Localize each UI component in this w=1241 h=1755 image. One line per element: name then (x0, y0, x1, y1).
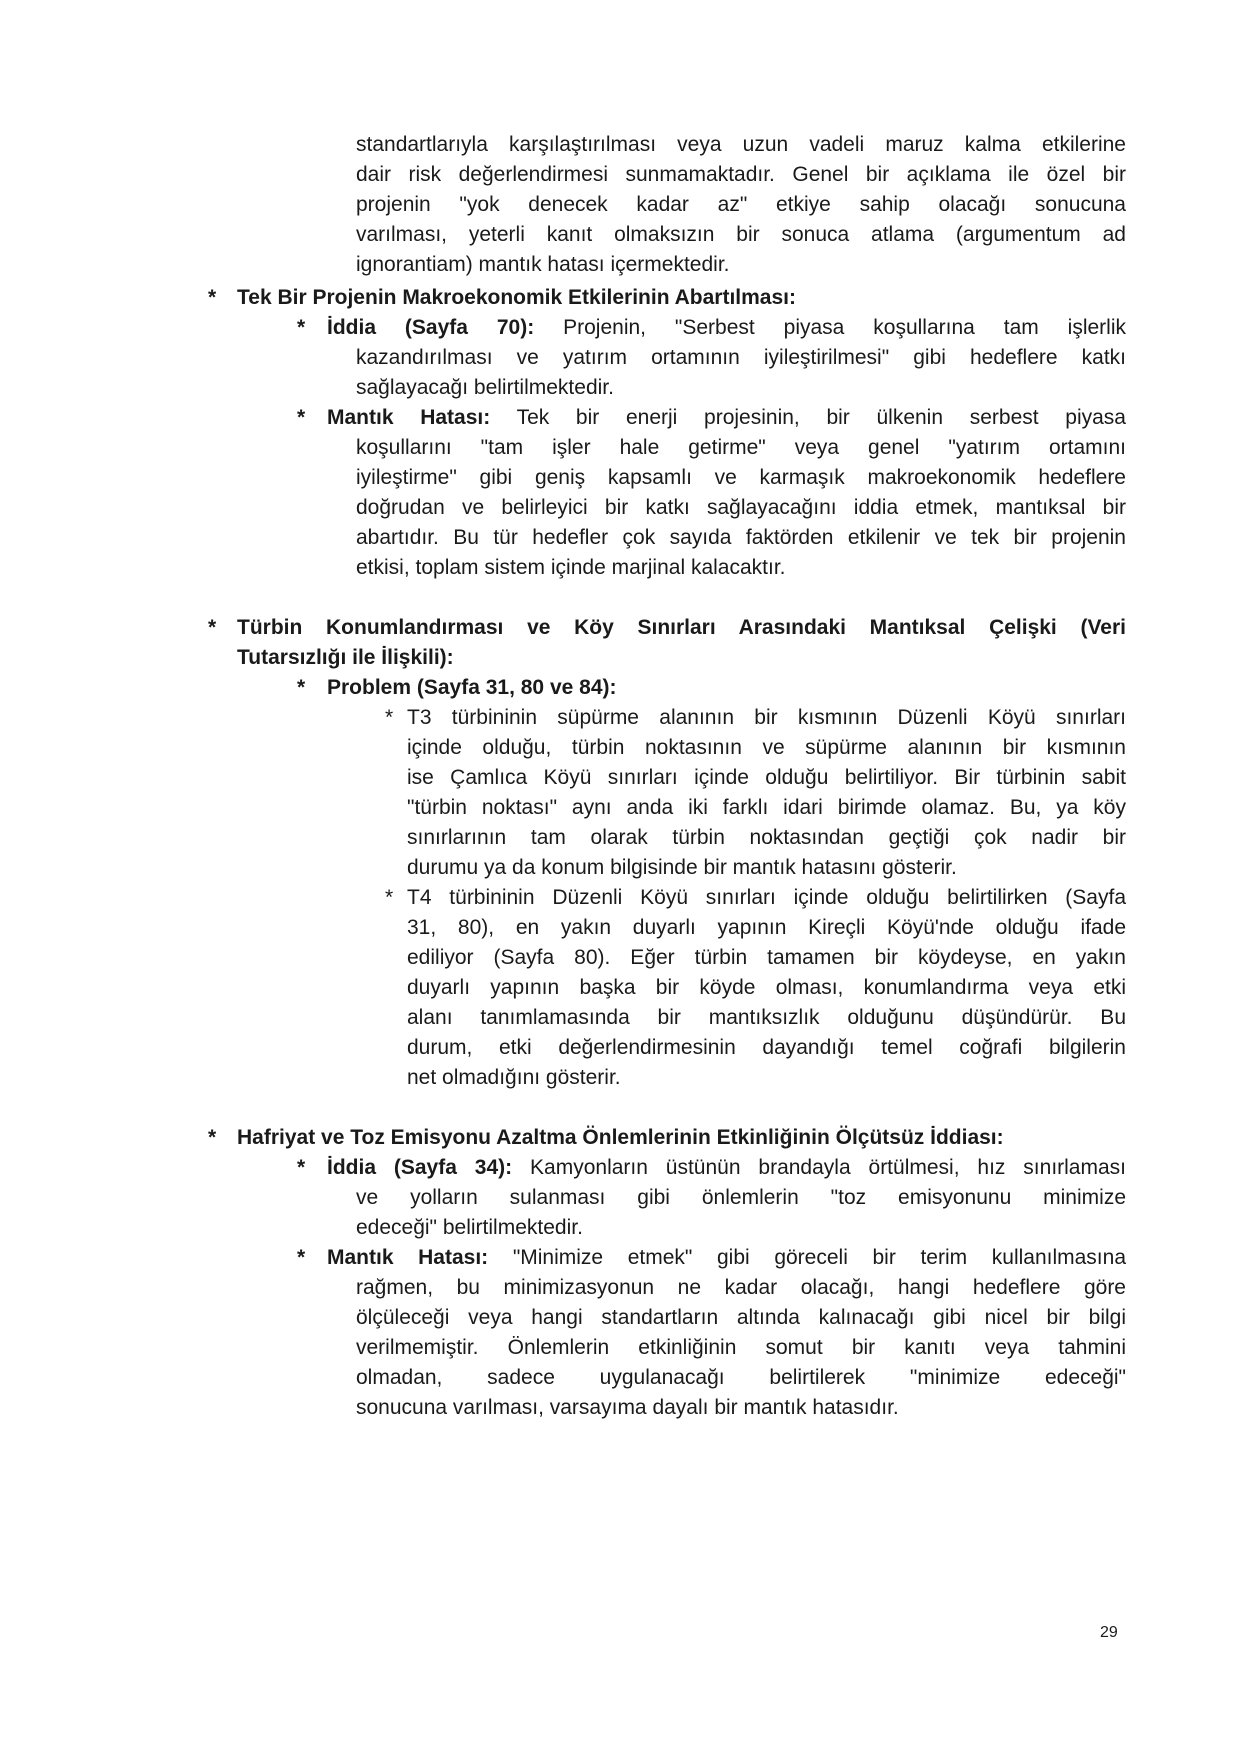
item-fallacy (327, 1243, 1126, 1273)
text-line: net olmadığını gösterir. (407, 1066, 621, 1089)
text-line: ölçüleceği veya hangi standartların altında kalınacağı gibi nicel bir bilgi (356, 1306, 1126, 1329)
text-line: sınırlarının tam olarak türbin noktasından geçtiği çok nadir bir (407, 826, 1126, 849)
section-heading: Hafriyat ve Toz Emisyonu Azaltma Önlemlerinin Etkinliğinin Ölçütsüz İddiası: (237, 1126, 1004, 1149)
text-line: alanı tanımlamasında bir mantıksızlık olduğunu düşündürür. Bu (407, 1006, 1126, 1029)
item-label: İddia (Sayfa 70): (327, 316, 535, 339)
text-line: sonucuna varılması, varsayıma dayalı bir mantık hatasıdır. (356, 1396, 899, 1419)
bullet-marker: * (297, 676, 306, 699)
section-heading: Tutarsızlığı ile İlişkili): (237, 646, 454, 669)
section-heading: Türbin Konumlandırması ve Köy Sınırları Arasındaki Mantıksal Çelişki (Veri (237, 616, 1126, 639)
text-line: T3 türbininin süpürme alanının bir kısmının Düzenli Köyü sınırları (407, 706, 1126, 729)
bullet-marker: * (208, 1126, 217, 1149)
text-line: standartlarıyla karşılaştırılması veya uzun vadeli maruz kalma etkilerine (356, 133, 1126, 156)
text-line: sağlayacağı belirtilmektedir. (356, 376, 614, 399)
text-line: edeceği" belirtilmektedir. (356, 1216, 583, 1239)
text-line: 31, 80), en yakın duyarlı yapının Kireçli Köyü'nde olduğu ifade (407, 916, 1126, 939)
text-line: ise Çamlıca Köyü sınırları içinde olduğu belirtiliyor. Bir türbinin sabit (407, 766, 1126, 789)
bullet-marker: * (385, 706, 394, 729)
item-label: İddia (Sayfa 34): (327, 1156, 513, 1179)
item-label: Mantık Hatası: (327, 1246, 489, 1269)
text-line: koşullarını "tam işler hale getirme" veya genel "yatırım ortamını (356, 436, 1126, 459)
text-line: etkisi, toplam sistem içinde marjinal kalacaktır. (356, 556, 786, 579)
item-text: Tek bir enerji projesinin, bir ülkenin serbest piyasa (516, 406, 1126, 429)
text-line: ve yolların sulanması gibi önlemlerin "toz emisyonunu minimize (356, 1186, 1126, 1209)
text-line: projenin "yok denecek kadar az" etkiye sahip olacağı sonucuna (356, 193, 1126, 216)
item-claim (327, 313, 1126, 343)
text-line: duyarlı yapının başka bir köyde olması, konumlandırma veya etki (407, 976, 1126, 999)
text-line: varılması, yeterli kanıt olmaksızın bir sonuca atlama (argumentum ad (356, 223, 1126, 246)
text-line: dair risk değerlendirmesi sunmamaktadır. Genel bir açıklama ile özel bir (356, 163, 1126, 186)
text-line: rağmen, bu minimizasyonun ne kadar olacağı, hangi hedeflere göre (356, 1276, 1126, 1299)
text-line: T4 türbininin Düzenli Köyü sınırları içinde olduğu belirtilirken (Sayfa (407, 886, 1126, 909)
bullet-marker: * (297, 316, 306, 339)
bullet-marker: * (385, 886, 394, 909)
item-label: Mantık Hatası: (327, 406, 491, 429)
bullet-marker: * (297, 406, 306, 429)
item-text: "Minimize etmek" gibi göreceli bir terim kullanılmasına (512, 1246, 1126, 1269)
bullet-marker: * (297, 1156, 306, 1179)
item-text: Projenin, "Serbest piyasa koşullarına tam işlerlik (563, 316, 1126, 339)
text-line: verilmemiştir. Önlemlerin etkinliğinin somut bir kanıtı veya tahmini (356, 1336, 1126, 1359)
bullet-marker: * (208, 286, 217, 309)
text-line: iyileştirme" gibi geniş kapsamlı ve karmaşık makroekonomik hedeflere (356, 466, 1126, 489)
item-claim (327, 1153, 1126, 1183)
text-line: kazandırılması ve yatırım ortamının iyileştirilmesi" gibi hedeflere katkı (356, 346, 1126, 369)
text-line: ediliyor (Sayfa 80). Eğer türbin tamamen bir köydeyse, en yakın (407, 946, 1126, 969)
text-line: ignorantiam) mantık hatası içermektedir. (356, 253, 730, 276)
text-line: "türbin noktası" aynı anda iki farklı idari birimde olamaz. Bu, ya köy (407, 796, 1126, 819)
text-line: içinde olduğu, türbin noktasının ve süpürme alanının bir kısmının (407, 736, 1126, 759)
text-line: durum, etki değerlendirmesinin dayandığı temel coğrafi bilgilerin (407, 1036, 1126, 1059)
text-line: durumu ya da konum bilgisinde bir mantık hatasını gösterir. (407, 856, 957, 879)
item-text: Kamyonların üstünün brandayla örtülmesi, hız sınırlaması (530, 1156, 1126, 1179)
text-line: abartıdır. Bu tür hedefler çok sayıda faktörden etkilenir ve tek bir projenin (356, 526, 1126, 549)
bullet-marker: * (297, 1246, 306, 1269)
item-label: Problem (Sayfa 31, 80 ve 84): (327, 676, 617, 699)
section-heading: Tek Bir Projenin Makroekonomik Etkilerinin Abartılması: (237, 286, 796, 309)
page-number: 29 (1100, 1624, 1118, 1641)
item-fallacy (327, 403, 1126, 433)
text-line: doğrudan ve belirleyici bir katkı sağlayacağını iddia etmek, mantıksal bir (356, 496, 1126, 519)
bullet-marker: * (208, 616, 217, 639)
text-line: olmadan, sadece uygulanacağı belirtilerek "minimize edeceği" (356, 1366, 1126, 1389)
